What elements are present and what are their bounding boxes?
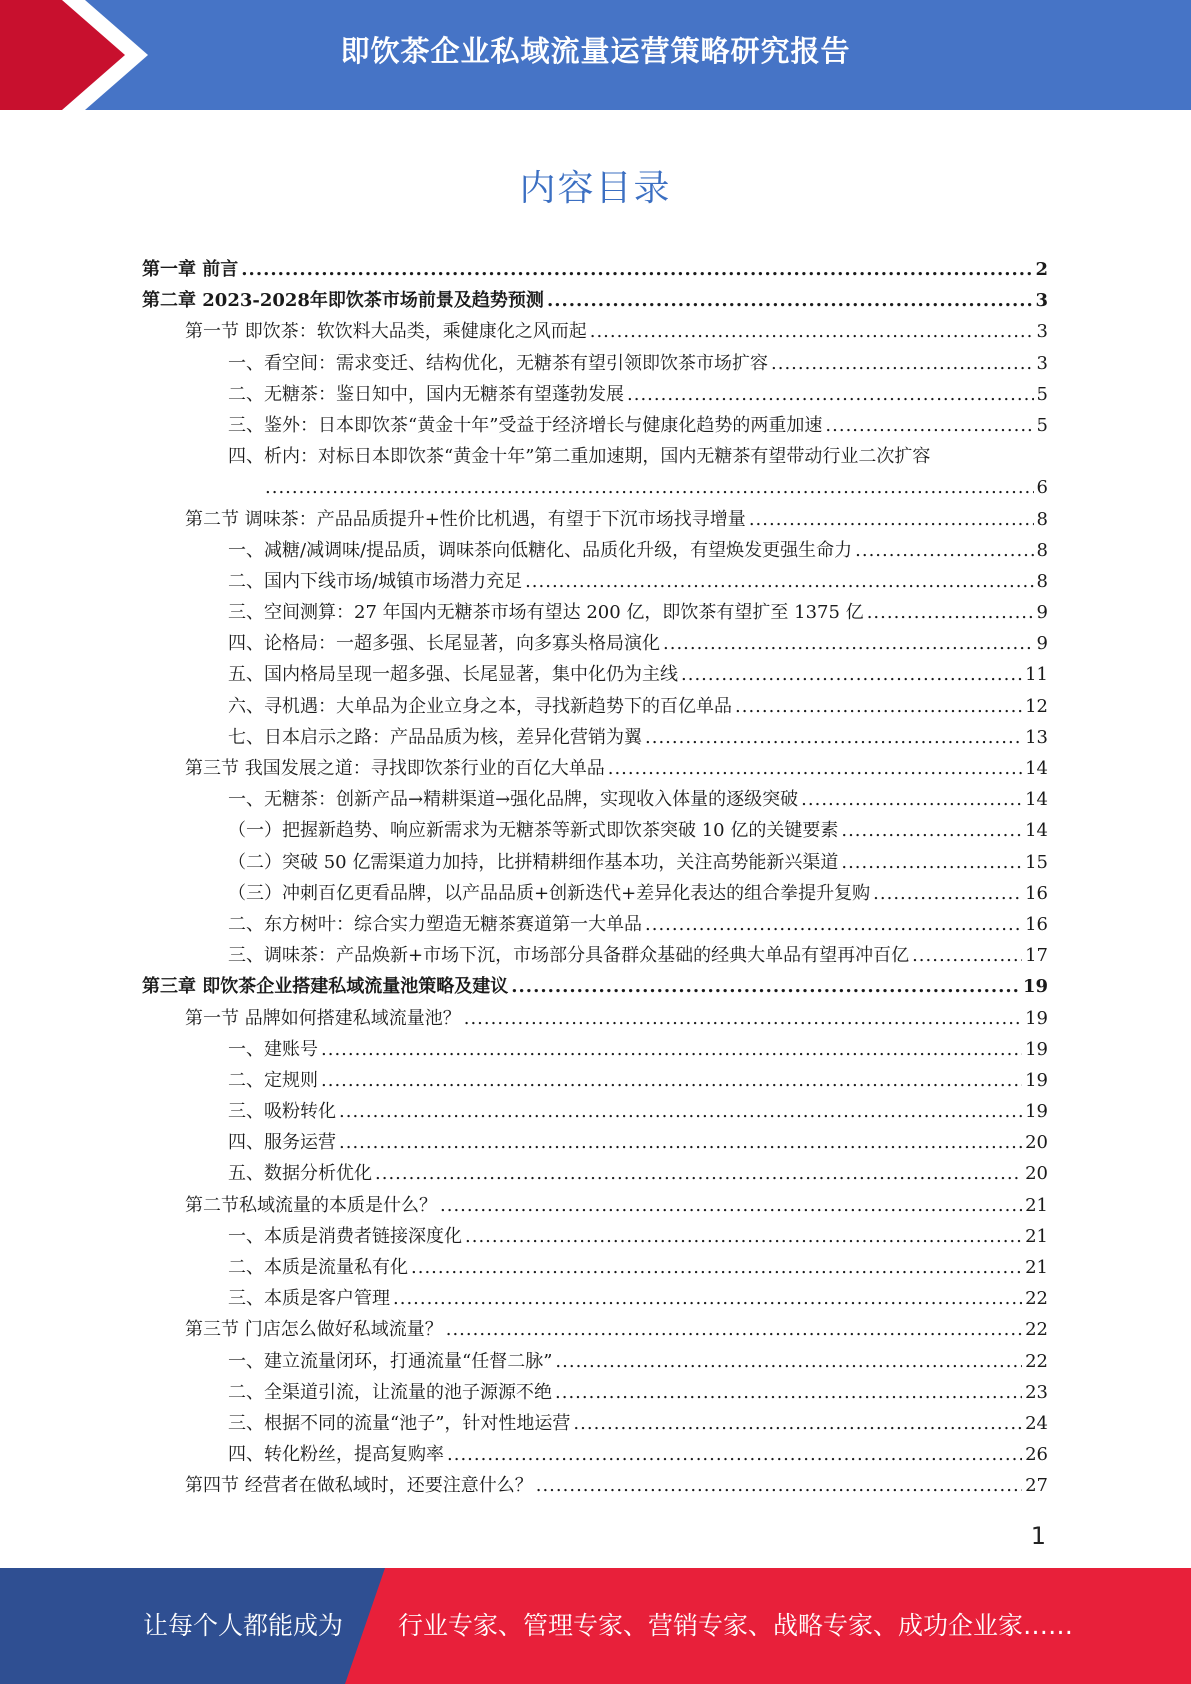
toc-entry[interactable] <box>142 691 1048 722</box>
toc-entry-text: 一、建立流量闭环，打通流量“任督二脉” <box>228 1350 553 1372</box>
toc-leader-dots <box>265 472 1034 503</box>
toc-entry-text: 二、无糖茶：鉴日知中，国内无糖茶有望蓬勃发展 <box>228 383 624 405</box>
toc-entry-text: 三、本质是客户管理 <box>228 1288 390 1310</box>
toc-leader-dots <box>411 1252 1022 1283</box>
toc-entry-page: 21 <box>1025 1257 1048 1278</box>
toc-entry[interactable] <box>142 1158 1048 1189</box>
toc-entry-page: 14 <box>1025 820 1048 842</box>
toc-leader-dots <box>511 971 1020 1002</box>
toc-title: 内容目录 <box>519 168 672 209</box>
report-title: 即饮茶企业私域流量运营策略研究报告 <box>340 34 851 68</box>
toc-entry[interactable] <box>142 1096 1048 1127</box>
toc-entry-text: 三、根据不同的流量“池子”，针对性地运营 <box>228 1412 571 1434</box>
toc-entry-text: 三、吸粉转化 <box>228 1101 336 1123</box>
toc-entry[interactable] <box>142 1283 1048 1314</box>
toc-entry[interactable] <box>142 1314 1048 1345</box>
toc-entry-page: 21 <box>1025 1225 1048 1247</box>
toc-entry-text: 二、定规则 <box>228 1069 318 1091</box>
toc-entry[interactable] <box>142 1127 1048 1158</box>
toc-entry[interactable] <box>142 410 1048 441</box>
toc-entry-page: 19 <box>1022 976 1048 998</box>
toc-entry[interactable] <box>142 1034 1048 1065</box>
toc-entry-page: 9 <box>1036 633 1048 655</box>
toc-entry[interactable] <box>142 316 1048 347</box>
toc-leader-dots <box>536 1470 1022 1501</box>
toc-leader-dots <box>771 348 1034 379</box>
toc-entry-page: 8 <box>1036 570 1048 592</box>
toc-leader-dots <box>555 1346 1022 1377</box>
toc-entry-page: 9 <box>1036 602 1048 624</box>
toc-entry-text: 三、调味茶：产品焕新+市场下沉，市场部分具备群众基础的经典大单品有望再冲百亿 <box>228 945 910 967</box>
toc-entry-text: 四、论格局：一超多强、长尾显著，向多寡头格局演化 <box>228 633 660 655</box>
toc-entry-text: 第二章 2023-2028年即饮茶市场前景及趋势预测 <box>142 290 544 312</box>
report-header <box>0 0 1191 110</box>
toc-leader-dots <box>749 504 1034 535</box>
toc-entry-text: （一）把握新趋势、响应新需求为无糖茶等新式即饮茶突破 10 亿的关键要素 <box>228 820 839 842</box>
toc-leader-dots <box>645 722 1022 753</box>
page-number: 1 <box>1030 1522 1046 1550</box>
toc-leader-dots <box>440 1190 1022 1221</box>
report-footer <box>0 1568 1191 1684</box>
toc-leader-dots <box>841 847 1022 878</box>
toc-entry-text: 一、无糖茶：创新产品→精耕渠道→强化品牌，实现收入体量的逐级突破 <box>228 789 799 811</box>
toc-leader-dots <box>645 909 1022 940</box>
toc-leader-dots <box>446 1314 1022 1345</box>
toc-entry-text: 三、鉴外：日本即饮茶“黄金十年”受益于经济增长与健康化趋势的两重加速 <box>228 414 823 436</box>
toc-entry-text: 第四节 经营者在做私域时，还要注意什么？ <box>185 1475 533 1497</box>
toc-leader-dots <box>321 1034 1022 1065</box>
toc-entry-page: 3 <box>1036 352 1048 374</box>
toc-leader-dots <box>321 1065 1022 1096</box>
toc-entry[interactable] <box>142 535 1048 566</box>
toc-entry[interactable] <box>142 1408 1048 1439</box>
toc-entry-text: 第三章 即饮茶企业搭建私域流量池策略及建议 <box>142 976 509 998</box>
toc-entry-text: 一、本质是消费者链接深度化 <box>228 1225 462 1247</box>
toc-leader-dots <box>663 628 1034 659</box>
toc-entry[interactable] <box>142 659 1048 690</box>
toc-entry-page: 22 <box>1025 1288 1048 1310</box>
toc-entry[interactable] <box>142 597 1048 628</box>
toc-entry[interactable] <box>142 847 1048 878</box>
toc-entry[interactable] <box>142 784 1048 815</box>
toc-entry-page: 2 <box>1035 259 1048 280</box>
toc-entry-page: 27 <box>1025 1475 1048 1497</box>
toc-entry[interactable] <box>142 379 1048 410</box>
toc-entry-text: 第三节 我国发展之道：寻找即饮茶行业的百亿大单品 <box>185 758 605 779</box>
toc-leader-dots <box>912 940 1022 971</box>
toc-entry-page: 17 <box>1025 945 1048 967</box>
toc-leader-dots <box>855 535 1033 566</box>
toc-entry[interactable] <box>142 909 1048 940</box>
toc-leader-dots <box>841 815 1022 846</box>
toc-leader-dots <box>547 285 1033 316</box>
toc-entry[interactable] <box>142 722 1048 753</box>
toc-entry-text: 第二节私域流量的本质是什么？ <box>185 1194 437 1216</box>
toc-entry[interactable] <box>142 1003 1048 1034</box>
toc-entry-text: 第二节 调味茶：产品品质提升+性价比机遇，有望于下沉市场找寻增量 <box>185 508 746 530</box>
toc-leader-dots <box>464 1003 1022 1034</box>
toc-entry[interactable] <box>142 1470 1048 1501</box>
toc-leader-dots <box>339 1127 1022 1158</box>
toc-entry[interactable] <box>142 1221 1048 1252</box>
toc-entry-page: 13 <box>1025 726 1048 748</box>
toc-leader-dots <box>627 379 1034 410</box>
toc-entry-page: 20 <box>1025 1132 1048 1154</box>
toc-leader-dots <box>867 597 1034 628</box>
toc-entry-page: 26 <box>1025 1444 1048 1466</box>
toc-entry[interactable] <box>142 971 1048 1002</box>
toc-entry-text: 二、东方树叶：综合实力塑造无糖茶赛道第一大单品 <box>228 913 642 935</box>
toc-entry[interactable] <box>142 753 1048 784</box>
toc-entry-page: 23 <box>1025 1381 1048 1403</box>
toc-leader-dots <box>608 753 1022 784</box>
toc-entry[interactable] <box>142 1065 1048 1096</box>
toc-entry[interactable] <box>142 285 1048 316</box>
toc-entry-page: 16 <box>1025 882 1048 904</box>
toc-entry-page: 16 <box>1025 913 1048 935</box>
toc-entry[interactable] <box>142 815 1048 846</box>
toc-entry-page: 21 <box>1025 1194 1048 1216</box>
toc-entry-page: 12 <box>1025 695 1048 717</box>
toc-leader-dots <box>465 1221 1022 1252</box>
toc-entry[interactable] <box>142 1439 1048 1470</box>
footer-slogan-right: 行业专家、管理专家、营销专家、战略专家、成功企业家…… <box>398 1611 1074 1640</box>
toc-entry-text: 二、国内下线市场/城镇市场潜力充足 <box>228 570 523 592</box>
toc-entry-text: 四、析内：对标日本即饮茶“黄金十年”第二重加速期，国内无糖茶有望带动行业二次扩容 <box>228 446 931 468</box>
toc-entry[interactable] <box>142 254 1048 285</box>
toc-entry-page: 22 <box>1025 1350 1048 1372</box>
toc-leader-dots <box>825 410 1033 441</box>
toc-entry-continuation <box>142 472 1048 503</box>
toc-entry[interactable] <box>142 628 1048 659</box>
toc-leader-dots <box>681 659 1022 690</box>
toc-leader-dots <box>339 1096 1022 1127</box>
toc-leader-dots <box>375 1158 1022 1189</box>
toc-entry-text: 六、寻机遇：大单品为企业立身之本，寻找新趋势下的百亿单品 <box>228 695 732 717</box>
toc-leader-dots <box>801 784 1022 815</box>
toc-entry-page: 3 <box>1036 321 1048 343</box>
toc-entry-page: 19 <box>1025 1038 1048 1060</box>
toc-entry[interactable] <box>142 1190 1048 1221</box>
toc-entry-page: 5 <box>1036 383 1048 405</box>
toc-entry-text: 四、转化粉丝，提高复购率 <box>228 1444 444 1466</box>
toc-entry-text: 一、看空间：需求变迁、结构优化，无糖茶有望引领即饮茶市场扩容 <box>228 352 768 374</box>
toc-entry-text: 五、数据分析优化 <box>228 1163 372 1185</box>
toc-entry-page: 19 <box>1025 1007 1048 1029</box>
toc-entry[interactable] <box>142 1252 1048 1283</box>
toc-entry-page: 8 <box>1036 508 1048 530</box>
toc-leader-dots <box>555 1377 1022 1408</box>
toc-entry-text: 第三节 门店怎么做好私域流量？ <box>185 1319 443 1341</box>
toc-leader-dots <box>873 878 1022 909</box>
toc-entry[interactable] <box>142 940 1048 971</box>
toc-entry-text: 第一节 即饮茶：软饮料大品类，乘健康化之风而起 <box>185 321 587 343</box>
toc-entry-page: 19 <box>1025 1069 1048 1091</box>
toc-entry-page: 22 <box>1025 1319 1048 1341</box>
toc-leader-dots <box>241 254 1032 285</box>
toc-entry[interactable] <box>142 504 1048 535</box>
toc-leader-dots <box>735 691 1022 722</box>
toc-entry-text: 二、本质是流量私有化 <box>228 1257 408 1278</box>
toc-entry[interactable] <box>142 1346 1048 1377</box>
toc-entry-text: 三、空间测算：27 年国内无糖茶市场有望达 200 亿，即饮茶有望扩至 1375 亿 <box>228 602 864 624</box>
toc-entry-text: 一、减糖/减调味/提品质，调味茶向低糖化、品质化升级，有望焕发更强生命力 <box>228 539 853 561</box>
toc-entry[interactable] <box>142 1377 1048 1408</box>
toc-entry[interactable] <box>142 566 1048 597</box>
toc-leader-dots <box>525 566 1033 597</box>
toc-leader-dots <box>590 316 1034 347</box>
toc-entry-page: 20 <box>1025 1163 1048 1185</box>
toc-entry-text: 第一章 前言 <box>142 259 239 280</box>
toc-entry-text: （三）冲刺百亿更看品牌，以产品品质+创新迭代+差异化表达的组合拳提升复购 <box>228 882 871 904</box>
toc-entry-page: 3 <box>1035 290 1048 312</box>
footer-slogan-left: 让每个人都能成为 <box>143 1611 344 1640</box>
toc-entry-page: 24 <box>1025 1412 1048 1434</box>
toc-entry-text: 五、国内格局呈现一超多强、长尾显著，集中化仍为主线 <box>228 664 678 686</box>
toc-entry-text: （二）突破 50 亿需渠道力加持，比拼精耕细作基本功，关注高势能新兴渠道 <box>228 851 839 873</box>
toc-entry-page: 14 <box>1025 758 1048 779</box>
toc-entry-page: 14 <box>1025 789 1048 811</box>
toc-entry-text: 一、建账号 <box>228 1038 318 1060</box>
toc-entry-text: 第一节 品牌如何搭建私域流量池？ <box>185 1007 461 1029</box>
toc-entry-page: 11 <box>1025 664 1048 686</box>
toc-entry-page: 19 <box>1025 1101 1048 1123</box>
toc-entry-text: 四、服务运营 <box>228 1132 336 1154</box>
toc-entry-page: 5 <box>1036 414 1048 436</box>
toc-entry-text: 二、全渠道引流，让流量的池子源源不绝 <box>228 1381 552 1403</box>
toc-leader-dots <box>447 1439 1022 1470</box>
toc-entry[interactable] <box>142 441 1048 503</box>
toc-leader-dots <box>573 1408 1022 1439</box>
toc-entry-page: 15 <box>1025 851 1048 873</box>
toc-entry-text: 七、日本启示之路：产品品质为核，差异化营销为翼 <box>228 726 642 748</box>
toc-entry-page: 6 <box>1036 477 1048 499</box>
toc-entry[interactable] <box>142 348 1048 379</box>
toc-leader-dots <box>393 1283 1022 1314</box>
toc-entry-page: 8 <box>1036 539 1048 561</box>
toc-entry[interactable] <box>142 878 1048 909</box>
table-of-contents <box>142 254 1048 1502</box>
